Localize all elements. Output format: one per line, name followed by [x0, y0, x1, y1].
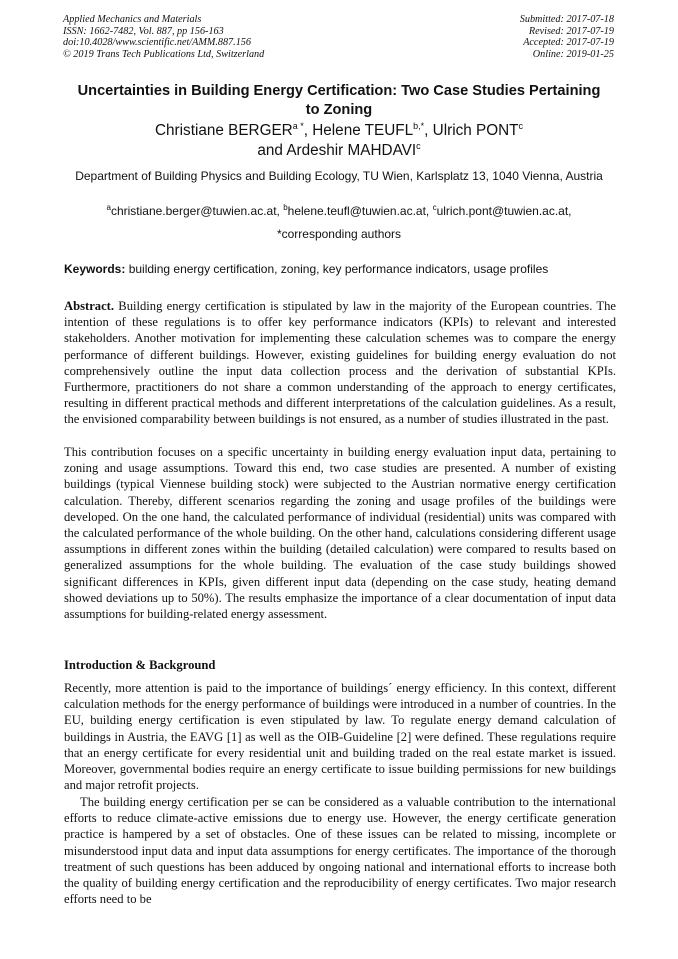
submission-dates — [520, 14, 614, 60]
date-online: Online: 2019-01-25 — [532, 48, 614, 60]
author-separator: , — [424, 122, 433, 139]
author-affiliation-mark: a * — [292, 120, 304, 131]
author-name: and Ardeshir MAHDAVI — [257, 142, 417, 159]
email-address: ulrich.pont@tuwien.ac.at, — [436, 204, 572, 218]
email-address: christiane.berger@tuwien.ac.at, — [110, 204, 284, 218]
author-affiliation-mark: c — [518, 120, 523, 131]
affiliation: Department of Building Physics and Building Ecology, TU Wien, Karlsplatz 13, 1040 Vienna, Austria — [75, 169, 603, 183]
email-mark: b — [283, 203, 288, 212]
paper-title: Uncertainties in Building Energy Certification: Two Case Studies Pertaining to Zoning — [77, 83, 601, 118]
intro-text-1: Recently, more attention is paid to the importance of buildings´ energy efficiency. In this context, different calculation methods for the energy performance of buildings were introduced in a number of countries. In the EU, building energy certification is even stipulated by law. To regulate energy demand calculation of buildings in Austria, the EAVG [1] as well as the OIB-Guideline [2] were defined. These regulations require that an energy certificate for every residential unit and building traded on the real estate market is issued. Moreover, governmental bodies require an energy certificate to issue building permissions for new buildings and major retrofit projects. — [64, 681, 616, 793]
author-name: Christiane BERGER — [155, 122, 293, 139]
journal-copyright: © 2019 Trans Tech Publications Ltd, Switzerland — [63, 48, 265, 60]
abstract-text: Building energy certification is stipulated by law in the majority of the European countries. The intention of these regulations is to offer key performance indicators (KPIs) to relevant and interested stakeholders. Another motivation for implementing these calculation schemes was to compare the energy performance of different buildings. However, existing guidelines for building energy evaluation do not comprehensively outline the input data collection process and the derivation of substantial KPIs. Furthermore, practitioners do not share a common understanding of the approach to energy certificates, resulting in different practical methods and different interpretations of the calculation guidelines. As a result, the envisioned comparability between buildings is not ensured, as a number of studies illustrated in the past. — [64, 299, 616, 427]
abstract-paragraph-2 — [64, 444, 616, 622]
email-mark: c — [432, 203, 437, 212]
author-separator: , — [303, 122, 313, 139]
keywords-text: building energy certification, zoning, key performance indicators, usage profiles — [125, 262, 549, 276]
intro-text-2: The building energy certification per se can be considered as a valuable contribution to the international efforts to reduce climate-active emissions due to energy use. However, the energy certificate generation practice is hampered by a set of obstacles. One of these issues can be related to missing, incomplete or misunderstood input data and input data assumptions for energy certificates. The importance of the thorough treatment of such questions has been adduced by ongoing national and international efforts to increase both the quality of building energy certification and the reproducibility of energy certificates. Two major research efforts need to be — [64, 795, 616, 907]
date-accepted: Accepted: 2017-07-19 — [523, 37, 614, 49]
author-affiliation-mark: c — [416, 140, 421, 151]
journal-doi: doi:10.4028/www.scientific.net/AMM.887.156 — [63, 37, 251, 49]
email-mark: a — [106, 203, 111, 212]
date-revised: Revised: 2017-07-19 — [528, 25, 614, 37]
journal-header — [63, 14, 264, 60]
journal-issn: ISSN: 1662-7482, Vol. 887, pp 156-163 — [63, 25, 224, 37]
email-address: helene.teufl@tuwien.ac.at, — [287, 204, 433, 218]
author-name: Ulrich PONT — [432, 122, 519, 139]
abstract-text-2: This contribution focuses on a specific uncertainty in building energy evaluation input data, pertaining to zoning and usage assumptions. Toward this end, two case studies are presented. A number of existing buildings (typical Viennese building stock) were subjected to the Austrian normative energy certification calculation. Thereby, different scenarios regarding the zoning and usage profiles of the buildings were developed. On the one hand, the calculated performance of individual (residential) units was compared with the calculated performance of the whole building. On the other hand, calculations considering different usage assumptions in different zones within the building (detailed calculation) were compared to results based on generalized assumptions for the whole building. The evaluation of the case study buildings showed significant differences in KPIs, given different input data (depending on the case study, heating demand showed deviations up to 50%). The results emphasize the importance of a clear documentation of input data assumptions for building-related energy assessment. — [64, 445, 616, 622]
author-affiliation-mark: b,* — [413, 120, 425, 131]
keywords — [64, 262, 616, 277]
author-name: Helene TEUFL — [312, 122, 414, 139]
keywords-label: Keywords: — [64, 262, 126, 276]
author-emails — [60, 204, 618, 219]
date-submitted: Submitted: 2017-07-18 — [519, 14, 614, 25]
section-heading: Introduction & Background — [64, 658, 216, 672]
abstract-label: Abstract. — [64, 299, 115, 313]
abstract-paragraph — [64, 298, 616, 428]
author-list — [70, 121, 608, 161]
intro-paragraph-1 — [64, 680, 616, 793]
journal-name: Applied Mechanics and Materials — [63, 14, 202, 25]
intro-paragraph-2 — [64, 794, 616, 907]
corresponding-note: *corresponding authors — [276, 227, 402, 241]
